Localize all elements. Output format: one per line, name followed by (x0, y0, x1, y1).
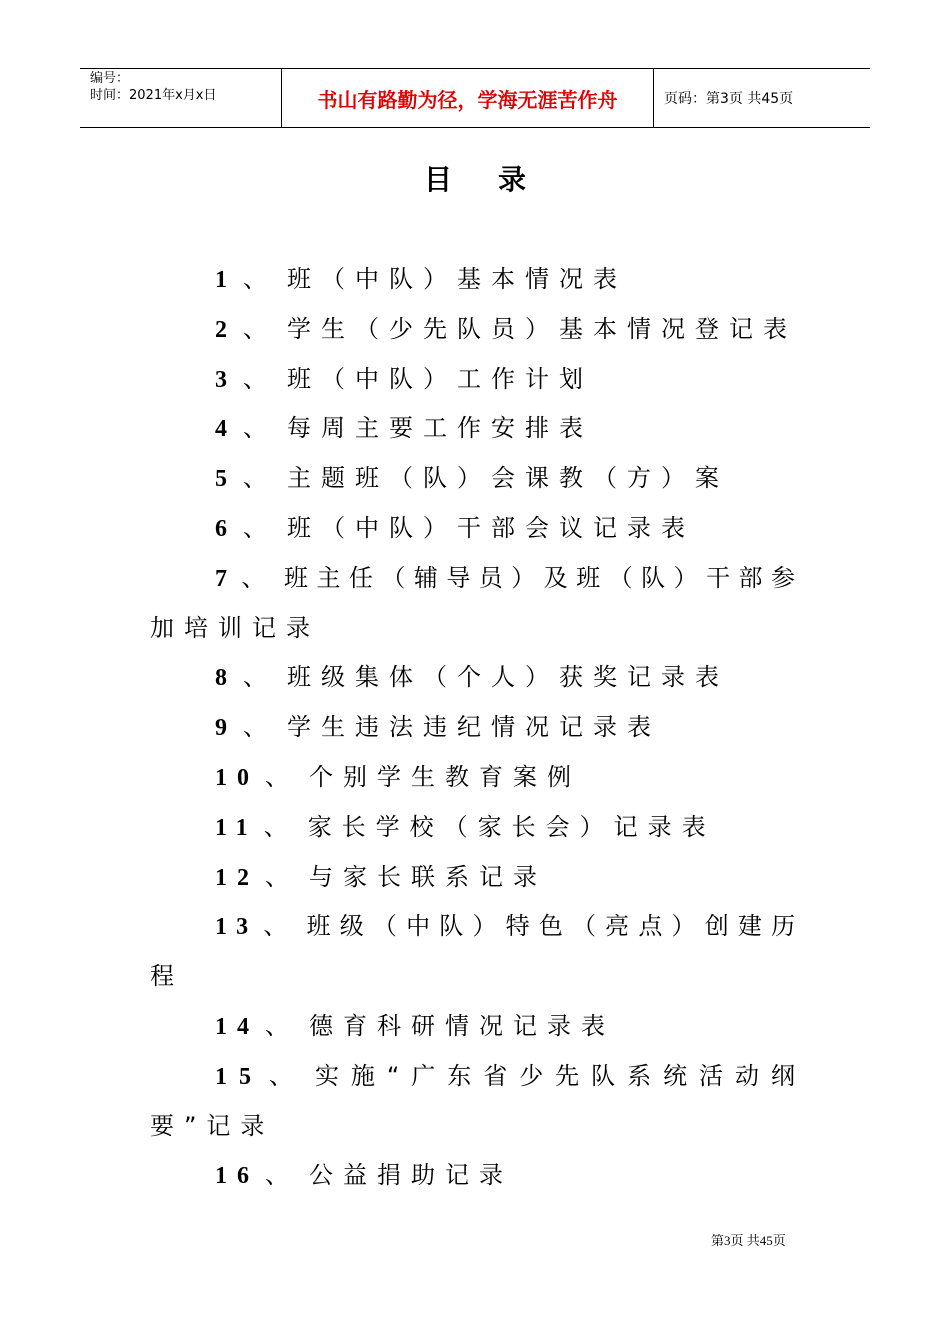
toc-item (215, 309, 797, 349)
toc-item (215, 259, 627, 299)
toc-separator: 、 (265, 863, 299, 891)
toc-item (215, 458, 729, 498)
toc-separator: 、 (241, 564, 274, 592)
toc-separator: 、 (243, 713, 277, 741)
toc-text: 班级（中队）特色（亮点）创建历 (306, 912, 805, 940)
toc-item (215, 508, 695, 548)
header-meta (80, 69, 282, 127)
toc-number: 3 (215, 367, 237, 393)
toc-text: 学生违法违纪情况记录表 (287, 713, 661, 741)
toc-separator: 、 (265, 1012, 299, 1040)
toc-text-continued: 加培训记录 (150, 614, 320, 642)
toc-text: 公益捐助记录 (309, 1161, 513, 1189)
toc-item (215, 657, 729, 697)
header-motto: 书山有路勤为径，学海无涯苦作舟 (282, 69, 654, 127)
toc-number: 1 (215, 267, 237, 293)
toc-number: 4 (215, 416, 237, 442)
toc-text: 家长学校（家长会）记录表 (307, 813, 716, 841)
toc-item (215, 857, 547, 897)
toc-item (215, 1006, 615, 1046)
toc-text: 个别学生教育案例 (309, 763, 581, 791)
toc-number: 2 (215, 317, 237, 343)
toc-number: 13 (215, 914, 258, 940)
toc-text: 德育科研情况记录表 (309, 1012, 615, 1040)
toc-number: 7 (215, 566, 236, 592)
toc-text: 主题班（队）会课教（方）案 (287, 464, 729, 492)
toc-item (215, 1155, 513, 1195)
toc-item-continued (150, 1106, 274, 1146)
toc-number: 12 (215, 865, 259, 891)
toc-separator: 、 (243, 365, 277, 393)
toc-item (215, 807, 716, 847)
time-label: 时间：2021年x月x日 (90, 88, 217, 103)
toc-separator: 、 (243, 464, 277, 492)
toc-separator: 、 (243, 514, 277, 542)
toc-text: 实施“广东省少先队系统活动纲 (314, 1062, 807, 1090)
toc-number: 5 (215, 466, 237, 492)
toc-separator: 、 (263, 912, 297, 940)
toc-separator: 、 (263, 813, 298, 841)
toc-text-continued: 要”记录 (150, 1112, 275, 1140)
toc-text: 班级集体（个人）获奖记录表 (287, 663, 729, 691)
toc-text: 学生（少先队员）基本情况登记表 (287, 315, 797, 343)
toc-item (215, 757, 581, 797)
toc-separator: 、 (265, 763, 299, 791)
toc-number: 14 (215, 1014, 259, 1040)
toc-separator: 、 (265, 1161, 299, 1189)
toc-separator: 、 (243, 265, 277, 293)
header-page-info: 页码：第3页 共45页 (664, 91, 794, 107)
toc-number: 9 (215, 715, 237, 741)
toc-number: 16 (215, 1163, 259, 1189)
page-header (80, 68, 870, 128)
toc-item (215, 1056, 807, 1096)
toc-number: 8 (215, 665, 237, 691)
toc-number: 15 (215, 1064, 263, 1090)
toc-item (215, 408, 593, 448)
toc-item (215, 359, 593, 399)
toc-text: 每周主要工作安排表 (287, 414, 593, 442)
toc-text: 班（中队）工作计划 (287, 365, 593, 393)
toc-text: 班（中队）干部会议记录表 (287, 514, 695, 542)
toc-item-continued (150, 956, 184, 996)
toc-text: 与家长联系记录 (309, 863, 547, 891)
toc-item (215, 558, 804, 598)
toc-item-continued (150, 608, 320, 648)
page-title: 目录 (423, 163, 572, 196)
toc-item (215, 707, 661, 747)
toc-number: 6 (215, 516, 237, 542)
toc-separator: 、 (243, 315, 277, 343)
toc-separator: 、 (243, 414, 277, 442)
toc-separator: 、 (243, 663, 277, 691)
number-label: 编号： (90, 71, 130, 86)
toc-separator: 、 (268, 1062, 305, 1090)
toc-text: 班主任（辅导员）及班（队）干部参 (283, 564, 804, 592)
toc-text: 班（中队）基本情况表 (287, 265, 627, 293)
toc-item (215, 906, 804, 946)
toc-text-continued: 程 (150, 962, 184, 990)
toc-number: 11 (215, 815, 258, 841)
page-footer: 第3页 共45页 (711, 1233, 786, 1248)
toc-number: 10 (215, 765, 259, 791)
